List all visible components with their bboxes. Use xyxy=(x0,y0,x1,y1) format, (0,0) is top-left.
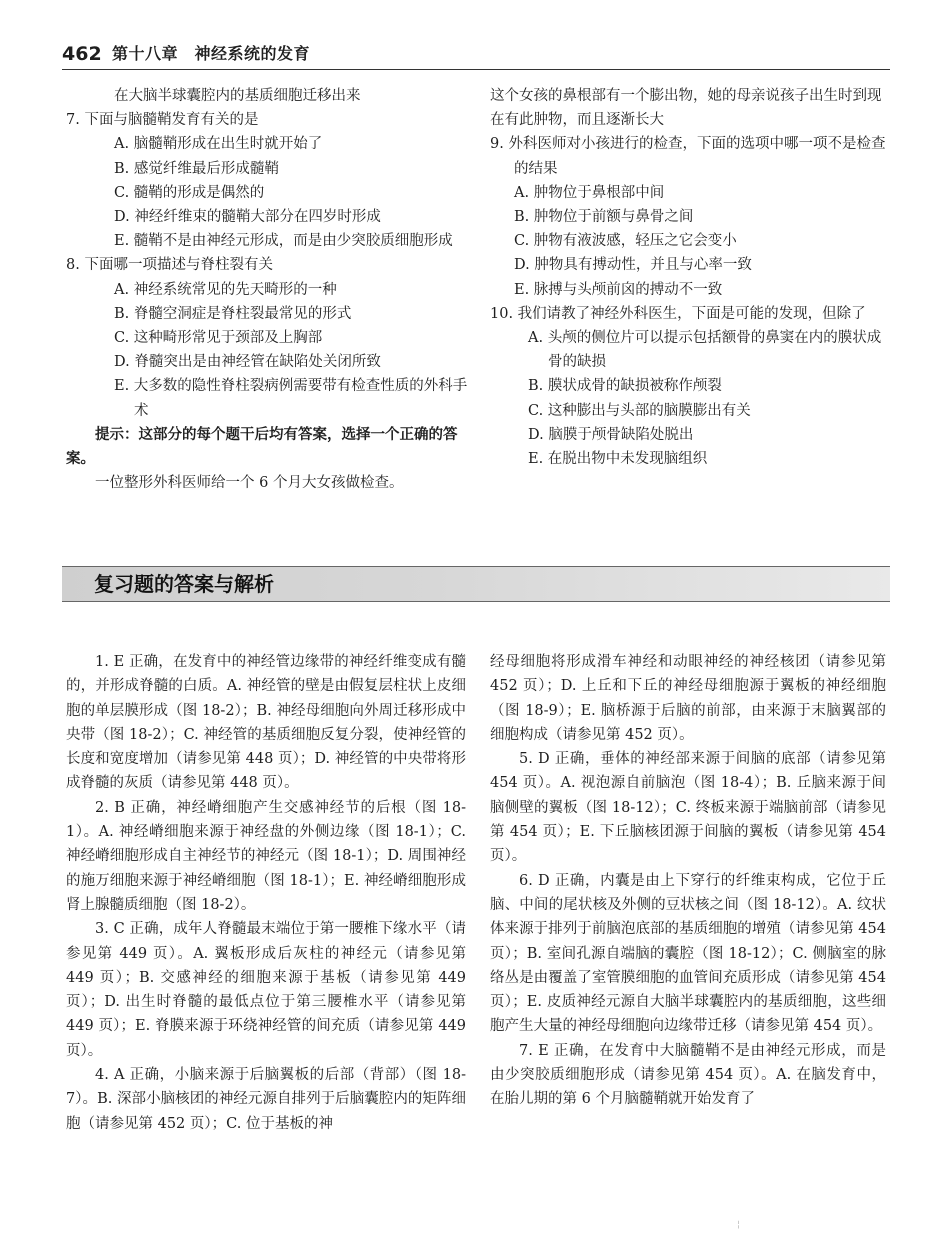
q7-option-c: C. 髓鞘的形成是偶然的 xyxy=(114,184,265,201)
q8-option-c: C. 这种畸形常见于颈部及上胸部 xyxy=(114,330,323,347)
section-title: 复习题的答案与解析 xyxy=(94,572,274,596)
q7-option-a: A. 脑髓鞘形成在出生时就开始了 xyxy=(114,136,323,153)
q8-option-e: E. 大多数的隐性脊柱裂病例需要带有检查性质的外科手术 xyxy=(114,378,468,419)
q7-option-d: D. 神经纤维束的髓鞘大部分在四岁时形成 xyxy=(114,209,381,226)
page-header xyxy=(62,41,890,70)
case-continuation: 这个女孩的鼻根部有一个膨出物，她的母亲说孩子出生时到现在有此肿物，而且逐渐长大 xyxy=(490,88,882,129)
scan-speck: ¦ xyxy=(737,1220,741,1230)
question-8-stem: 8. 下面哪一项描述与脊柱裂有关 xyxy=(66,257,273,274)
q9-option-e: E. 脉搏与头颅前囟的搏动不一致 xyxy=(514,281,723,298)
section-bottom-rule xyxy=(62,601,890,602)
answer-5: 5. D 正确，垂体的神经部来源于间脑的底部（请参见第 454 页）。A. 视泡源自前脑泡（图 18-4）；B. 丘脑来源于间脑侧壁的翼板（图 18-12）；C. 终板来源于端脑前部（请参见第 454 页）；E. 下丘脑核团源于间脑的翼板（请参见第 454 页）。 xyxy=(490,751,886,865)
question-10-stem: 10. 我们请教了神经外科医生，下面是可能的发现，但除了 xyxy=(490,305,866,322)
q9-option-c: C. 肿物有液波感，轻压之它会变小 xyxy=(514,233,737,250)
question-9-stem: 9. 外科医师对小孩进行的检查，下面的选项中哪一项不是检查的结果 xyxy=(490,136,886,177)
answers-right-column xyxy=(490,650,886,1112)
q9-option-a: A. 肿物位于鼻根部中间 xyxy=(514,184,665,201)
q6-continuation: 在大脑半球囊腔内的基质细胞迁移出来 xyxy=(114,88,361,104)
answer-1: 1. E 正确，在发育中的神经管边缘带的神经纤维变成有髓的，并形成脊髓的白质。A. 神经管的壁是由假复层柱状上皮细胞的单层膜形成（图 18-2）；B. 神经母细胞向外周迁移形成中央带（图 18-2）；C. 神经管的基质细胞反复分裂，使神经管的长度和宽度增加（请参见第 448 页）；D. 神经管的中央带将形成脊髓的灰质（请参见第 448 页）。 xyxy=(66,654,466,792)
answer-2: 2. B 正确，神经嵴细胞产生交感神经节的后根（图 18-1）。A. 神经嵴细胞来源于神经盘的外侧边缘（图 18-1）；C. 神经嵴细胞形成自主神经节的神经元（图 18-1）；D. 周围神经的施万细胞来源于神经嵴细胞（图 18-1）；E. 神经嵴细胞形成肾上腺髓质细胞（图 18-2）。 xyxy=(66,799,466,913)
page-number: 462 xyxy=(62,43,102,65)
section-top-rule xyxy=(62,566,890,567)
q9-option-b: B. 肿物位于前额与鼻骨之间 xyxy=(514,209,694,226)
answer-6: 6. D 正确，内囊是由上下穿行的纤维束构成，它位于丘脑、中间的尾状核及外侧的豆状核之间（图 18-12）。A. 纹状体来源于排列于前脑泡底部的基质细胞的增殖（请参见第 454 页）；B. 室间孔源自端脑的囊腔（图 18-12）；C. 侧脑室的脉络丛是由覆盖了室管膜细胞的血管间充质形成（请参见第 454 页）；E. 皮质神经元源自大脑半球囊腔内的基质细胞，这些细胞产生大量的神经母细胞向边缘带迁移（请参见第 454 页）。 xyxy=(490,872,886,1035)
answers-left-column xyxy=(66,650,466,1136)
question-7-stem: 7. 下面与脑髓鞘发育有关的是 xyxy=(66,112,259,129)
chapter-title: 第十八章 神经系统的发育 xyxy=(112,44,311,63)
q10-option-d: D. 脑膜于颅骨缺陷处脱出 xyxy=(528,426,694,443)
q8-option-d: D. 脊髓突出是由神经管在缺陷处关闭所致 xyxy=(114,354,381,371)
right-question-column xyxy=(490,84,886,471)
q10-option-c: C. 这种膨出与头部的脑膜膨出有关 xyxy=(528,402,751,419)
case-intro: 一位整形外科医师给一个 6 个月大女孩做检查。 xyxy=(95,475,404,492)
answer-3: 3. C 正确，成年人脊髓最末端位于第一腰椎下缘水平（请参见第 449 页）。A. 翼板形成后灰柱的神经元（请参见第 449 页）；B. 交感神经的细胞来源于基板（请参见第 449 页）；D. 出生时脊髓的最低点位于第三腰椎水平（请参见第 449 页）；E. 脊膜来源于环绕神经管的间充质（请参见第 449 页）。 xyxy=(66,921,466,1059)
answer-4: 4. A 正确，小脑来源于后脑翼板的后部（背部）（图 18-7）。B. 深部小脑核团的神经元源自排列于后脑囊腔内的矩阵细胞（请参见第 452 页）；C. 位于基板的神 xyxy=(66,1067,466,1132)
q7-option-e: E. 髓鞘不是由神经元形成，而是由少突胶质细胞形成 xyxy=(114,233,453,250)
q10-option-e: E. 在脱出物中未发现脑组织 xyxy=(528,451,708,468)
q10-option-b: B. 膜状成骨的缺损被称作颅裂 xyxy=(528,378,722,395)
section-heading-bar xyxy=(62,566,890,602)
q9-option-d: D. 肿物具有搏动性，并且与心率一致 xyxy=(514,257,752,274)
q8-option-a: A. 神经系统常见的先天畸形的一种 xyxy=(114,281,337,298)
answer-7: 7. E 正确，在发育中大脑髓鞘不是由神经元形成，而是由少突胶质细胞形成（请参见第 454 页）。A. 在脑发育中，在胎儿期的第 6 个月脑髓鞘就开始发育了 xyxy=(490,1042,886,1108)
hint-text: 提示：这部分的每个题干后均有答案，选择一个正确的答案。 xyxy=(66,425,458,468)
q8-option-b: B. 脊髓空洞症是脊柱裂最常见的形式 xyxy=(114,305,352,322)
answer-4-continuation: 经母细胞将形成滑车神经和动眼神经的神经核团（请参见第 452 页）；D. 上丘和下丘的神经母细胞源于翼板的神经细胞（图 18-9）；E. 脑桥源于后脑的前部，由来源于末脑翼部的细胞构成（请参见第 452 页）。 xyxy=(490,654,886,743)
q10-option-a: A. 头颅的侧位片可以提示包括额骨的鼻窦在内的膜状成骨的缺损 xyxy=(528,330,882,371)
q7-option-b: B. 感觉纤维最后形成髓鞘 xyxy=(114,160,279,177)
left-question-column xyxy=(66,84,468,495)
